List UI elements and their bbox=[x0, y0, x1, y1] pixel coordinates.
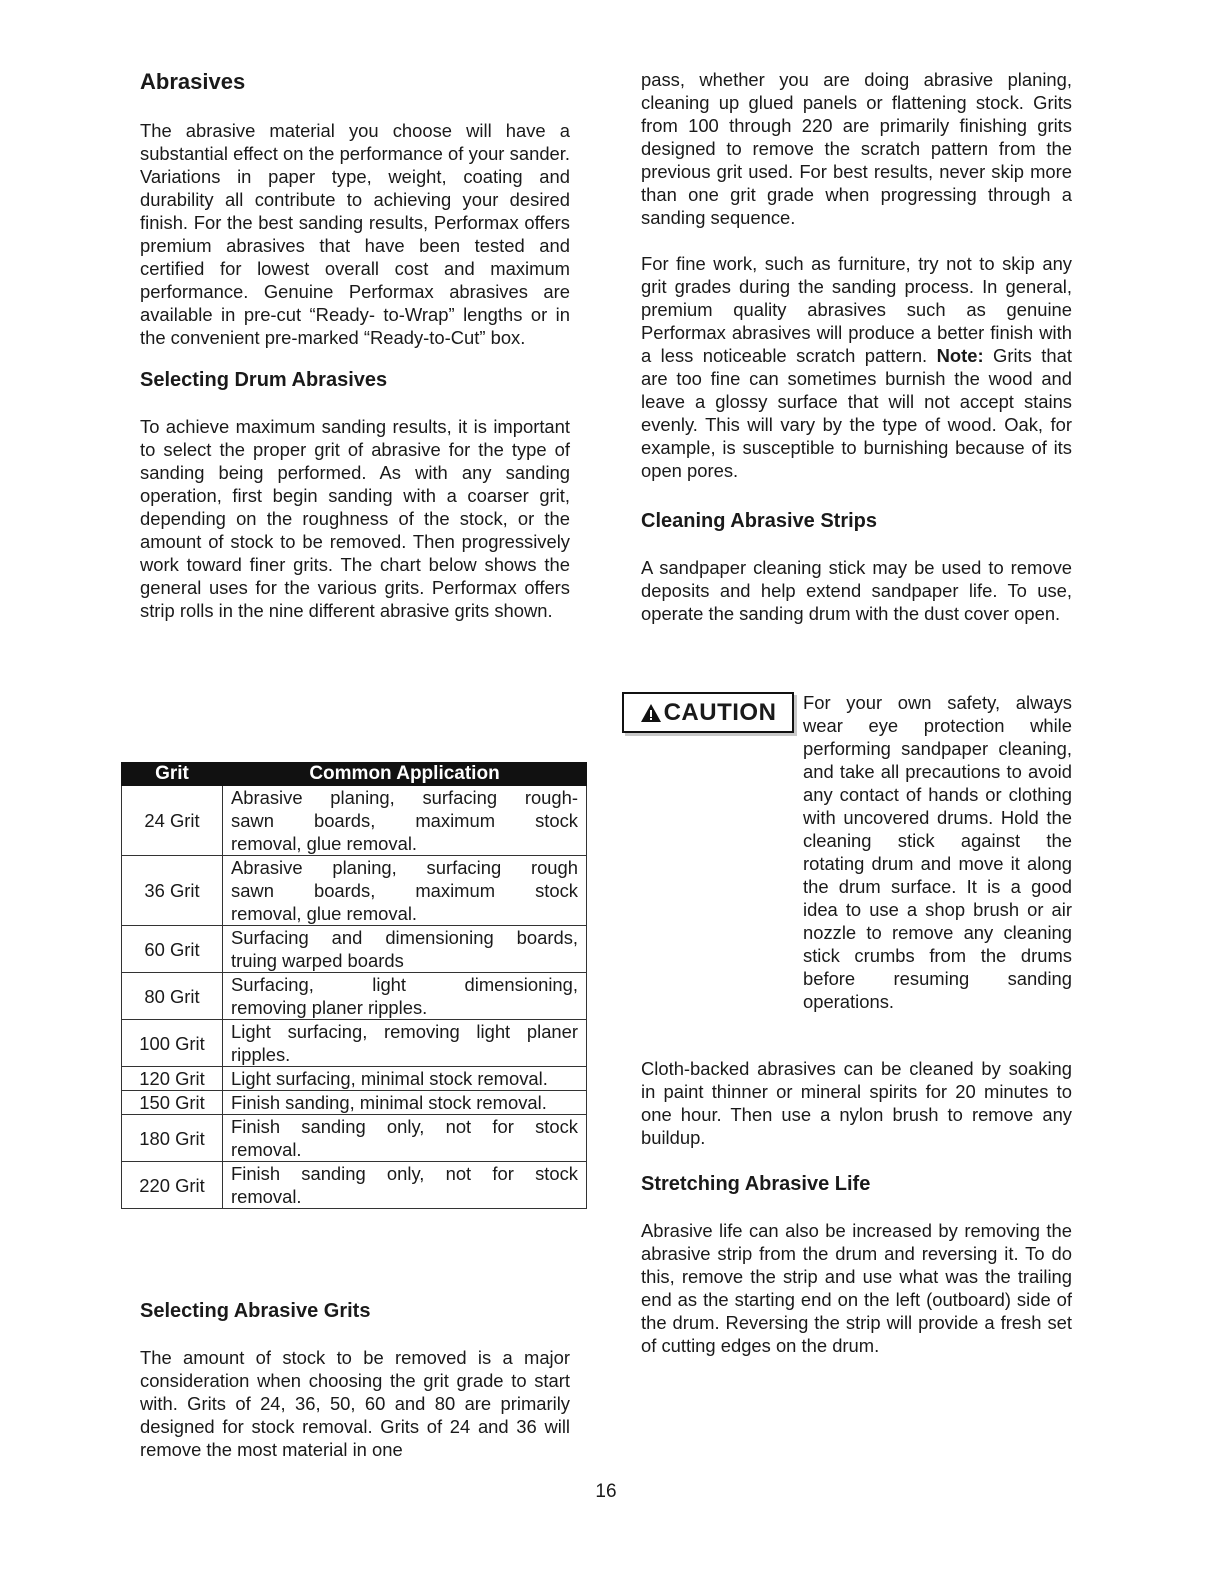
table-row bbox=[122, 1020, 587, 1067]
right-column bbox=[641, 68, 1072, 625]
line: ripples. bbox=[231, 1044, 291, 1065]
table-row bbox=[122, 973, 587, 1020]
grit-cell: 80 Grit bbox=[122, 973, 223, 1020]
caution-label: CAUTION bbox=[663, 698, 777, 726]
line: sawn boards, maximum stock bbox=[231, 880, 578, 901]
right-lower-section bbox=[641, 1057, 1072, 1357]
line: Abrasive planing, surfacing rough- bbox=[231, 787, 578, 808]
line: truing warped boards bbox=[231, 950, 404, 971]
application-cell bbox=[223, 786, 587, 856]
line: removing planer ripples. bbox=[231, 997, 428, 1018]
grit-cell: 36 Grit bbox=[122, 856, 223, 926]
application-cell bbox=[223, 856, 587, 926]
table-row bbox=[122, 786, 587, 856]
line: Finish sanding only, not for stock bbox=[231, 1116, 578, 1137]
fine-work-text bbox=[641, 252, 1072, 482]
caution-label-box bbox=[622, 692, 794, 733]
left-column bbox=[140, 64, 570, 622]
line: Abrasive planing, surfacing rough bbox=[231, 857, 578, 878]
line: Surfacing and dimensioning boards, bbox=[231, 927, 578, 948]
grit-cell: 100 Grit bbox=[122, 1020, 223, 1067]
stretching-text: Abrasive life can also be increased by removing the abrasive strip from the drum and reversing it. To do this, remove the strip and use what was the trailing end as the starting end on the left (outboard) side of the drum. Reversing the strip will provide a fresh set of cutting edges on the drum. bbox=[641, 1220, 1072, 1356]
application-cell bbox=[223, 1020, 587, 1067]
table-row bbox=[122, 856, 587, 926]
line: Surfacing, light dimensioning, bbox=[231, 974, 578, 995]
heading-selecting-drum-abrasives: Selecting Drum Abrasives bbox=[140, 369, 388, 391]
header-grit: Grit bbox=[122, 763, 223, 786]
grit-cell: 150 Grit bbox=[122, 1091, 223, 1115]
line: Light surfacing, removing light planer bbox=[231, 1021, 578, 1042]
application-cell bbox=[223, 1162, 587, 1209]
line: removal, glue removal. bbox=[231, 833, 418, 854]
cloth-backed-text: Cloth-backed abrasives can be cleaned by soaking in paint thinner or mineral spirits for 20 minutes to one hour. Then use a nylon brush to remove any buildup. bbox=[641, 1058, 1072, 1148]
line: removal. bbox=[231, 1139, 302, 1160]
caution-text: For your own safety, always wear eye protection while performing sandpaper cleaning, and take all precautions to avoid any contact of hands or clothing with uncovered drums. Hold the cleaning stick against the rotating drum and move it along the drum surface. It is a good idea to use a shop brush or air nozzle to remove any cleaning stick crumbs from the drums before resuming sanding operations. bbox=[803, 692, 1072, 1012]
table-row bbox=[122, 926, 587, 973]
header-common-application: Common Application bbox=[223, 763, 587, 786]
line: Light surfacing, minimal stock removal. bbox=[231, 1068, 548, 1089]
application-cell bbox=[223, 1115, 587, 1162]
application-cell bbox=[223, 973, 587, 1020]
note-label: Note: bbox=[936, 345, 984, 366]
continued-text: pass, whether you are doing abrasive planing, cleaning up glued panels or flattening stock. Grits from 100 through 220 are primarily finishing grits designed to remove the scratch pattern from the previous grit used. For best results, never skip more than one grit grade when progressing through a sanding sequence. bbox=[641, 69, 1072, 228]
heading-abrasives: Abrasives bbox=[140, 69, 246, 94]
heading-stretching-abrasive-life: Stretching Abrasive Life bbox=[641, 1173, 871, 1195]
table-row bbox=[122, 1091, 587, 1115]
table-row bbox=[122, 1115, 587, 1162]
fine-work-text-b: Grits that are too fine can sometimes burnish the wood and leave a glossy surface that will not accept stains evenly. This will vary by the type of wood. Oak, for example, is susceptible to burnishing because of its open pores. bbox=[641, 345, 1072, 481]
table-row bbox=[122, 1162, 587, 1209]
warning-triangle-icon bbox=[640, 703, 662, 723]
drum-abrasives-text: To achieve maximum sanding results, it is important to select the proper grit of abrasive for the type of sanding being performed. As with any sanding operation, first begin sanding with a coarser grit, depending on the roughness of the stock, or the amount of stock to be removed. Then progressively work toward finer grits. The chart below shows the general uses for the various grits. Performax offers strip rolls in the nine different abrasive grits shown. bbox=[140, 416, 570, 621]
heading-cleaning-abrasive-strips: Cleaning Abrasive Strips bbox=[641, 510, 877, 532]
heading-selecting-abrasive-grits: Selecting Abrasive Grits bbox=[140, 1300, 371, 1322]
grit-cell: 180 Grit bbox=[122, 1115, 223, 1162]
line: sawn boards, maximum stock bbox=[231, 810, 578, 831]
left-lower-section bbox=[140, 1298, 570, 1461]
line: Finish sanding, minimal stock removal. bbox=[231, 1092, 547, 1113]
application-cell bbox=[223, 1091, 587, 1115]
application-cell bbox=[223, 926, 587, 973]
cleaning-text: A sandpaper cleaning stick may be used to remove deposits and help extend sandpaper life. To use, operate the sanding drum with the dust cover open. bbox=[641, 557, 1072, 624]
table-row bbox=[122, 1067, 587, 1091]
grit-cell: 220 Grit bbox=[122, 1162, 223, 1209]
line: Finish sanding only, not for stock bbox=[231, 1163, 578, 1184]
abrasive-grits-text: The amount of stock to be removed is a major consideration when choosing the grit grade to start with. Grits of 24, 36, 50, 60 and 80 are primarily designed for stock removal. Grits of 24 and 36 will remove the most material in one bbox=[140, 1347, 570, 1460]
line: removal. bbox=[231, 1186, 302, 1207]
grit-cell: 120 Grit bbox=[122, 1067, 223, 1091]
line: removal, glue removal. bbox=[231, 903, 418, 924]
fine-work-text-a: For fine work, such as furniture, try not to skip any grit grades during the sanding process. In general, premium quality abrasives such as genuine Performax abrasives will produce a better finish with a less noticeable scratch pattern. bbox=[641, 253, 1072, 366]
application-cell bbox=[223, 1067, 587, 1091]
page-number: 16 bbox=[595, 1481, 617, 1502]
grit-cell: 24 Grit bbox=[122, 786, 223, 856]
grit-cell: 60 Grit bbox=[122, 926, 223, 973]
grit-table bbox=[121, 762, 587, 1209]
abrasives-intro: The abrasive material you choose will have a substantial effect on the performance of your sander. Variations in paper type, weight, coating and durability all contribute to achieving your desired finish. For the best sanding results, Performax offers premium abrasives that have been tested and certified for lowest overall cost and maximum performance. Genuine Performax abrasives are available in pre-cut “Ready- to-Wrap” lengths or in the convenient pre-marked “Ready-to-Cut” box. bbox=[140, 120, 570, 348]
